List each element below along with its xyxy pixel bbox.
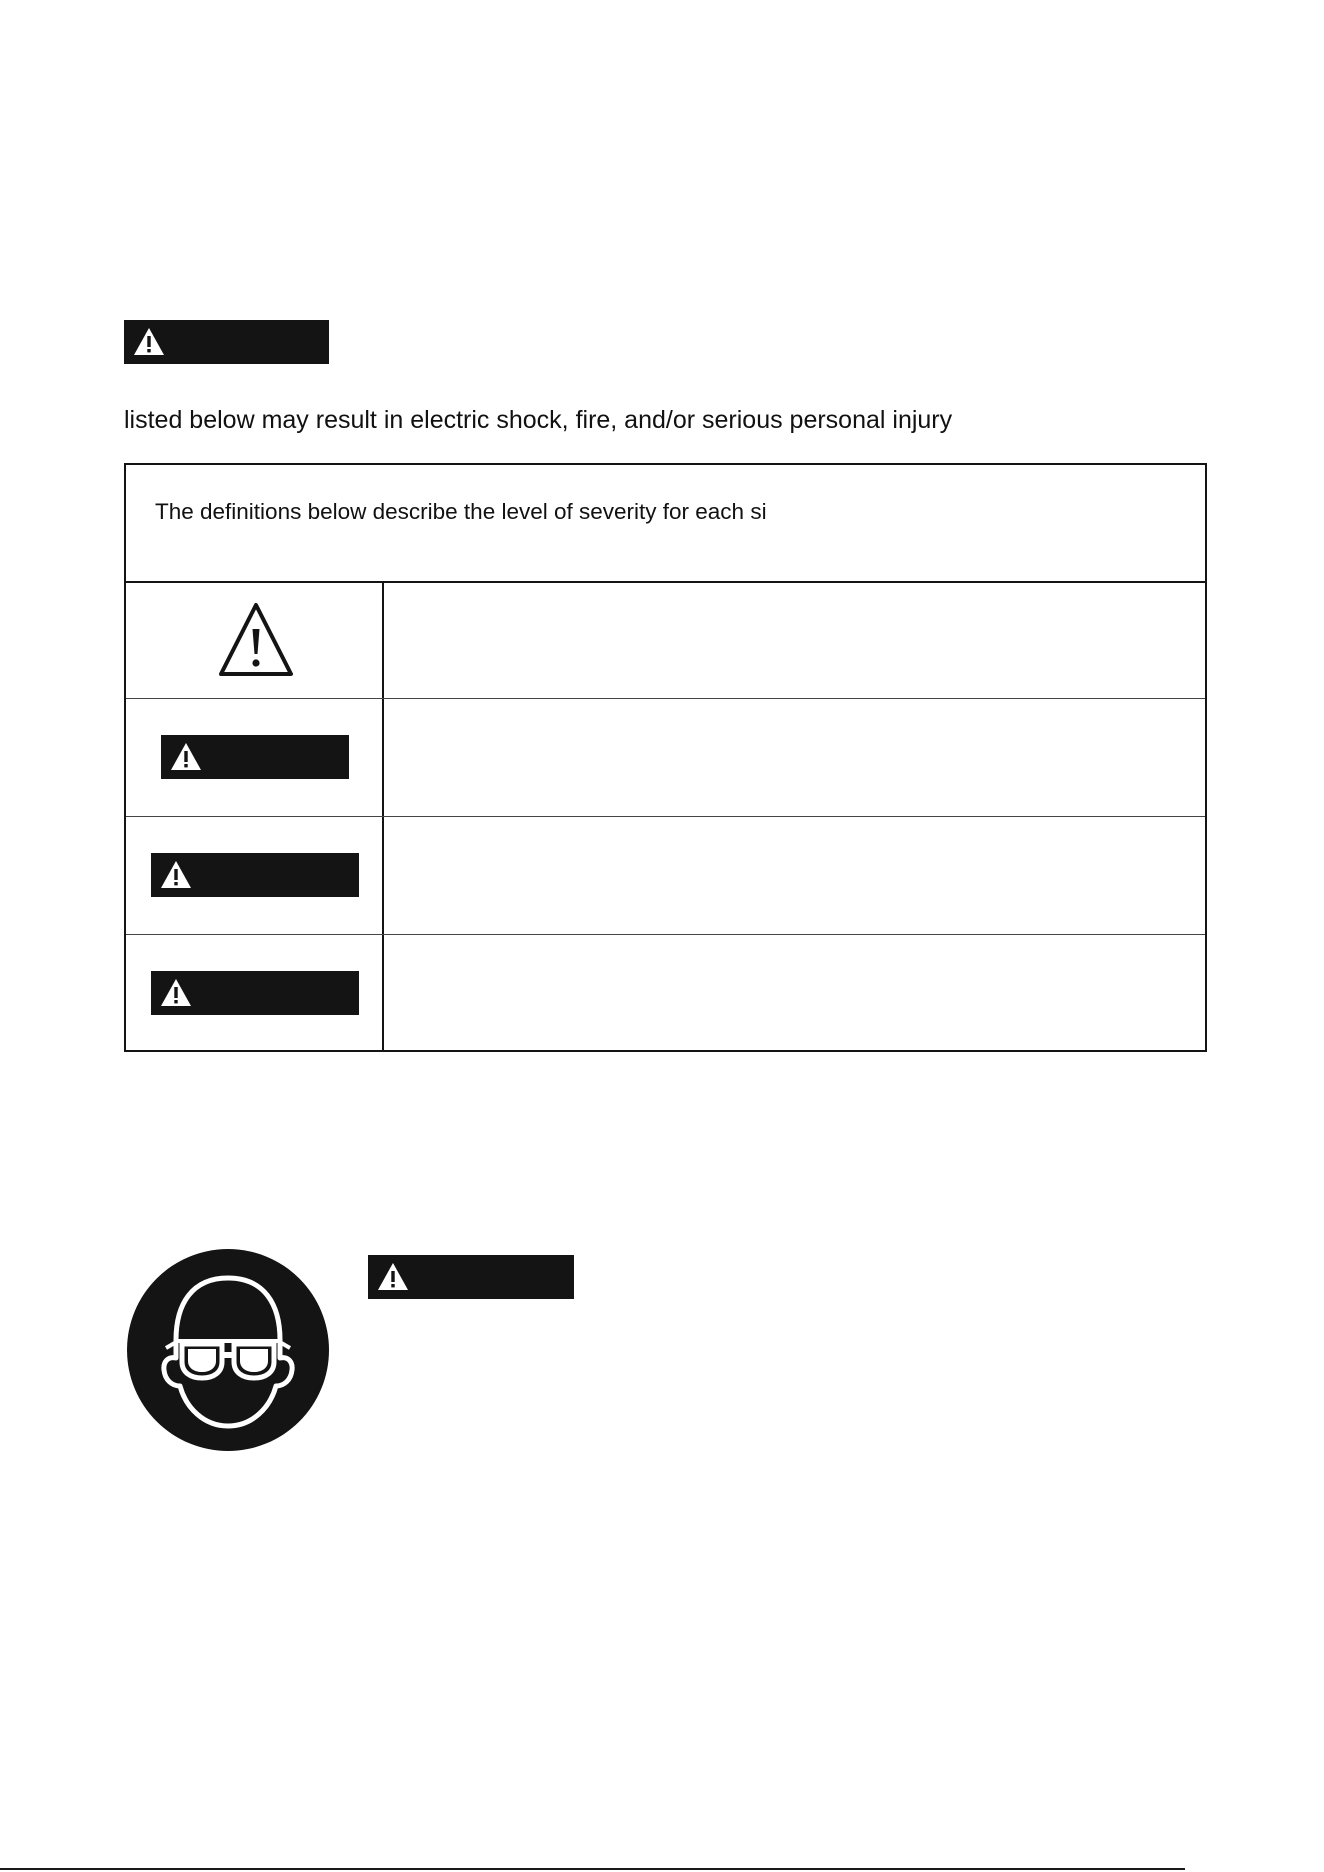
warning-triangle-icon: [376, 1261, 410, 1293]
eye-protection-icon: [126, 1248, 330, 1452]
definition-row-badge-3: [126, 935, 1205, 1052]
signal-word-badge: [151, 853, 359, 897]
footer-rule: [0, 1868, 1185, 1870]
definition-symbol-cell: [126, 699, 384, 816]
definition-row-safety-alert: [126, 581, 1205, 699]
eye-protection-signal-word-badge: [368, 1255, 574, 1299]
definition-row-badge-1: [126, 699, 1205, 817]
safety-alert-outline-icon: [216, 599, 296, 681]
warning-triangle-icon: [159, 977, 193, 1009]
warning-triangle-icon: [169, 741, 203, 773]
signal-word-badge: [151, 971, 359, 1015]
warning-triangle-icon: [132, 326, 166, 358]
definition-text-cell: [384, 581, 1205, 698]
definition-symbol-cell: [126, 581, 384, 698]
definition-text-cell: [384, 699, 1205, 816]
severity-definitions-table: [124, 463, 1207, 1052]
definition-row-badge-2: [126, 817, 1205, 935]
top-signal-word-badge: [124, 320, 329, 364]
definition-text-cell: [384, 817, 1205, 934]
definition-symbol-cell: [126, 935, 384, 1052]
definition-symbol-cell: [126, 817, 384, 934]
definitions-header: [126, 465, 1205, 583]
intro-line: listed below may result in electric shock, fire, and/or serious personal injury: [124, 406, 953, 434]
warning-triangle-icon: [159, 859, 193, 891]
definition-text-cell: [384, 935, 1205, 1052]
definitions-header-text: The definitions below describe the level of severity for each si: [155, 499, 767, 524]
signal-word-badge: [161, 735, 349, 779]
